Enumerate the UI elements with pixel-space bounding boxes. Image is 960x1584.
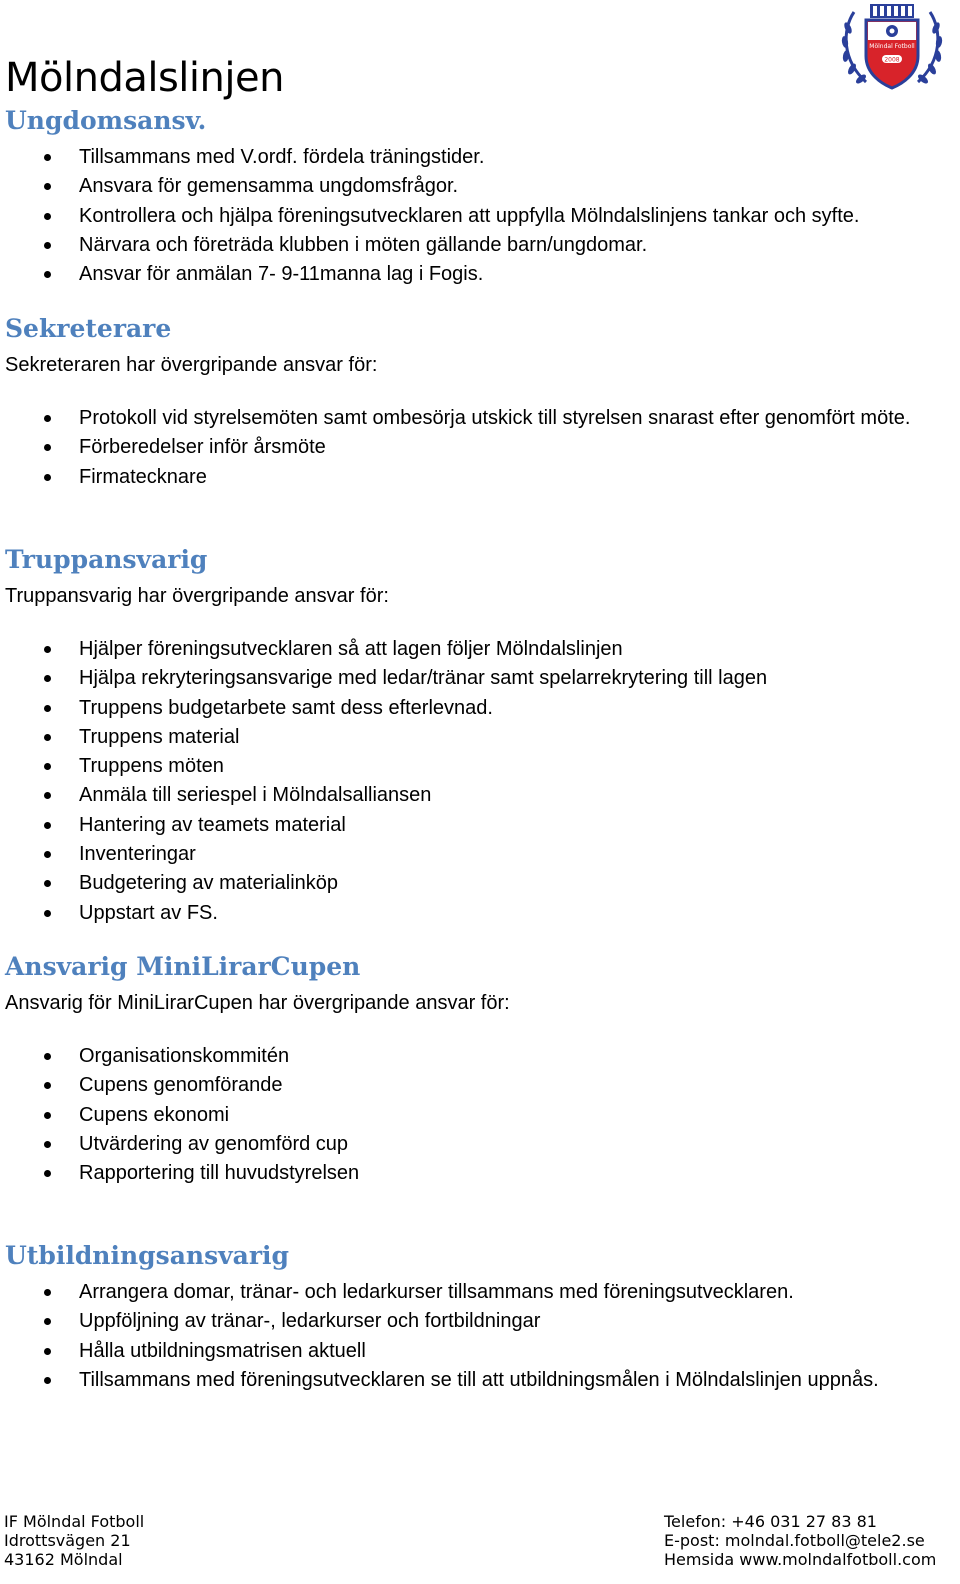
footer-website: Hemsida www.molndalfotboll.com — [664, 1550, 937, 1569]
bullet-icon — [44, 1082, 51, 1089]
bullet-icon — [44, 705, 51, 712]
footer-phone: Telefon: +46 031 27 83 81 — [664, 1512, 877, 1531]
list-item: Tillsammans med föreningsutvecklaren se till att utbildningsmålen i Mölndalslinjen uppnås. — [0, 1366, 930, 1395]
bullet-icon — [44, 1318, 51, 1325]
bullet-icon — [44, 851, 51, 858]
bullet-icon — [44, 1348, 51, 1355]
list-item: Uppföljning av tränar-, ledarkurser och fortbildningar — [0, 1307, 930, 1336]
list-item: Uppstart av FS. — [0, 899, 930, 928]
bullet-icon — [44, 792, 51, 799]
bullet-icon — [44, 1053, 51, 1060]
list-item: Kontrollera och hjälpa föreningsutvecklaren att uppfylla Mölndalslinjens tankar och syfte. — [0, 202, 930, 231]
bullet-icon — [44, 271, 51, 278]
list-item: Förberedelser inför årsmöte — [0, 433, 930, 462]
bullet-icon — [44, 646, 51, 653]
bullet-icon — [44, 675, 51, 682]
bullet-icon — [44, 734, 51, 741]
bullet-icon — [44, 415, 51, 422]
logo-year: 2008 — [884, 56, 900, 64]
list-item: Truppens möten — [0, 752, 930, 781]
list-item: Ansvar för anmälan 7- 9-11manna lag i Fogis. — [0, 260, 930, 289]
list-item: Arrangera domar, tränar- och ledarkurser tillsammans med föreningsutvecklaren. — [0, 1278, 930, 1307]
bullet-list-ungdomsansvarig — [0, 143, 930, 289]
footer-street: Idrottsvägen 21 — [4, 1531, 131, 1550]
bullet-icon — [44, 444, 51, 451]
bullet-list-sekreterare — [0, 404, 930, 492]
section-heading-ungdomsansvarig: Ungdomsansv. — [5, 106, 207, 135]
bullet-icon — [44, 1377, 51, 1384]
footer-club-name: IF Mölndal Fotboll — [4, 1512, 145, 1531]
list-item: Hjälper föreningsutvecklaren så att lagen följer Mölndalslinjen — [0, 635, 930, 664]
list-item: Tillsammans med V.ordf. fördela träningstider. — [0, 143, 930, 172]
logo-text: Mölndal Fotboll — [869, 43, 915, 50]
section-heading-truppansvarig: Truppansvarig — [5, 545, 208, 574]
section-intro-truppansvarig: Truppansvarig har övergripande ansvar för: — [5, 585, 389, 607]
bullet-list-minilirarcupen — [0, 1042, 930, 1188]
list-item: Inventeringar — [0, 840, 930, 869]
club-logo — [836, 0, 948, 96]
bullet-icon — [44, 1170, 51, 1177]
bullet-icon — [44, 474, 51, 481]
list-item: Cupens ekonomi — [0, 1101, 930, 1130]
list-item: Truppens material — [0, 723, 930, 752]
footer-contact — [664, 1512, 936, 1569]
list-item: Närvara och företräda klubben i möten gällande barn/ungdomar. — [0, 231, 930, 260]
list-item: Truppens budgetarbete samt dess efterlevnad. — [0, 694, 930, 723]
list-item: Rapportering till huvudstyrelsen — [0, 1159, 930, 1188]
bullet-icon — [44, 242, 51, 249]
list-item: Organisationskommitén — [0, 1042, 930, 1071]
footer-address — [4, 1512, 144, 1569]
bullet-icon — [44, 1112, 51, 1119]
bullet-icon — [44, 1289, 51, 1296]
footer-email: E-post: molndal.fotboll@tele2.se — [664, 1531, 925, 1550]
list-item: Ansvara för gemensamma ungdomsfrågor. — [0, 172, 930, 201]
list-item: Utvärdering av genomförd cup — [0, 1130, 930, 1159]
list-item: Budgetering av materialinköp — [0, 869, 930, 898]
list-item: Anmäla till seriespel i Mölndalsalliansen — [0, 781, 930, 810]
section-heading-utbildningsansvarig: Utbildningsansvarig — [5, 1241, 290, 1270]
page-title: Mölndalslinjen — [5, 55, 284, 101]
bullet-list-utbildningsansvarig — [0, 1278, 930, 1395]
list-item: Hjälpa rekryteringsansvarige med ledar/tränar samt spelarrekrytering till lagen — [0, 664, 930, 693]
bullet-icon — [44, 213, 51, 220]
list-item: Protokoll vid styrelsemöten samt ombesörja utskick till styrelsen snarast efter genomfört möte. — [0, 404, 930, 433]
section-intro-sekreterare: Sekreteraren har övergripande ansvar för: — [5, 354, 378, 376]
footer-postal: 43162 Mölndal — [4, 1550, 123, 1569]
list-item: Firmatecknare — [0, 463, 930, 492]
bullet-icon — [44, 822, 51, 829]
section-heading-sekreterare: Sekreterare — [5, 314, 172, 343]
bullet-icon — [44, 183, 51, 190]
section-intro-minilirarcupen: Ansvarig för MiniLirarCupen har övergripande ansvar för: — [5, 992, 510, 1014]
list-item: Hantering av teamets material — [0, 811, 930, 840]
list-item: Hålla utbildningsmatrisen aktuell — [0, 1337, 930, 1366]
list-item: Cupens genomförande — [0, 1071, 930, 1100]
bullet-list-truppansvarig — [0, 635, 930, 928]
bullet-icon — [44, 763, 51, 770]
bullet-icon — [44, 1141, 51, 1148]
section-heading-minilirarcupen: Ansvarig MiniLirarCupen — [5, 952, 361, 981]
bullet-icon — [44, 154, 51, 161]
bullet-icon — [44, 880, 51, 887]
bullet-icon — [44, 910, 51, 917]
